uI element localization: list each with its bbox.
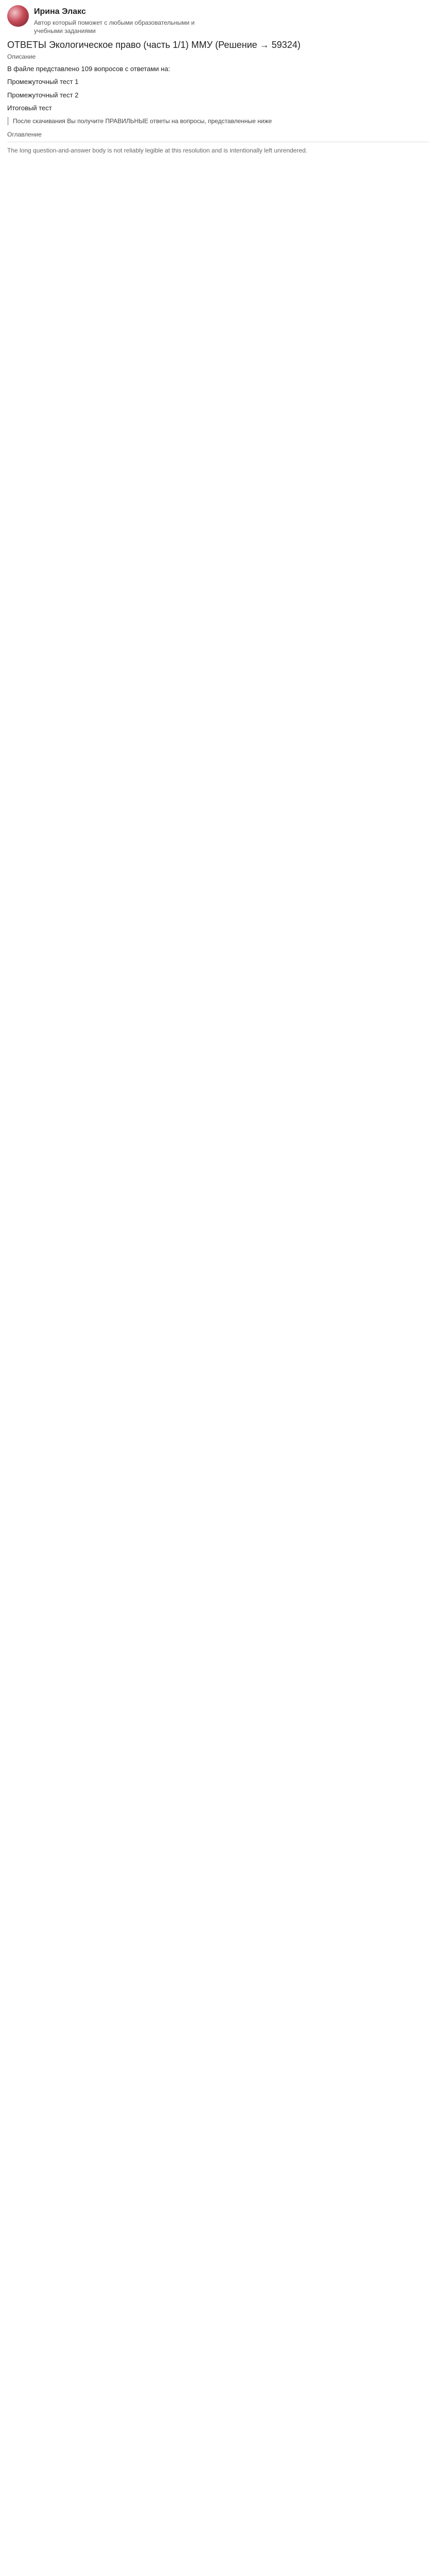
download-notice: После скачивания Вы получите ПРАВИЛЬНЫЕ ответы на вопросы, представленные ниже (7, 117, 429, 125)
document-content-placeholder: The long question-and-answer body is not reliably legible at this resolution and is intentionally left unrendered. (7, 142, 429, 155)
author-card (7, 5, 429, 35)
summary-line-2: Промежуточный тест 1 (7, 78, 79, 86)
summary-line-4: Итоговый тест (7, 104, 52, 112)
description-label: Описание (7, 53, 36, 61)
avatar (7, 5, 29, 27)
author-subtitle: Автор который поможет с любыми образовательными и учебными заданиями (34, 19, 195, 35)
author-meta (34, 5, 219, 35)
document-title: ОТВЕТЫ Экологическое право (часть 1/1) ММУ (Решение → 59324) (7, 39, 301, 50)
summary-line-1: В файле представлено 109 вопросов с ответами на: (7, 64, 170, 73)
summary-line-3: Промежуточный тест 2 (7, 91, 79, 99)
toc-label: Оглавление (7, 131, 42, 139)
author-name: Ирина Элакс (34, 7, 86, 16)
